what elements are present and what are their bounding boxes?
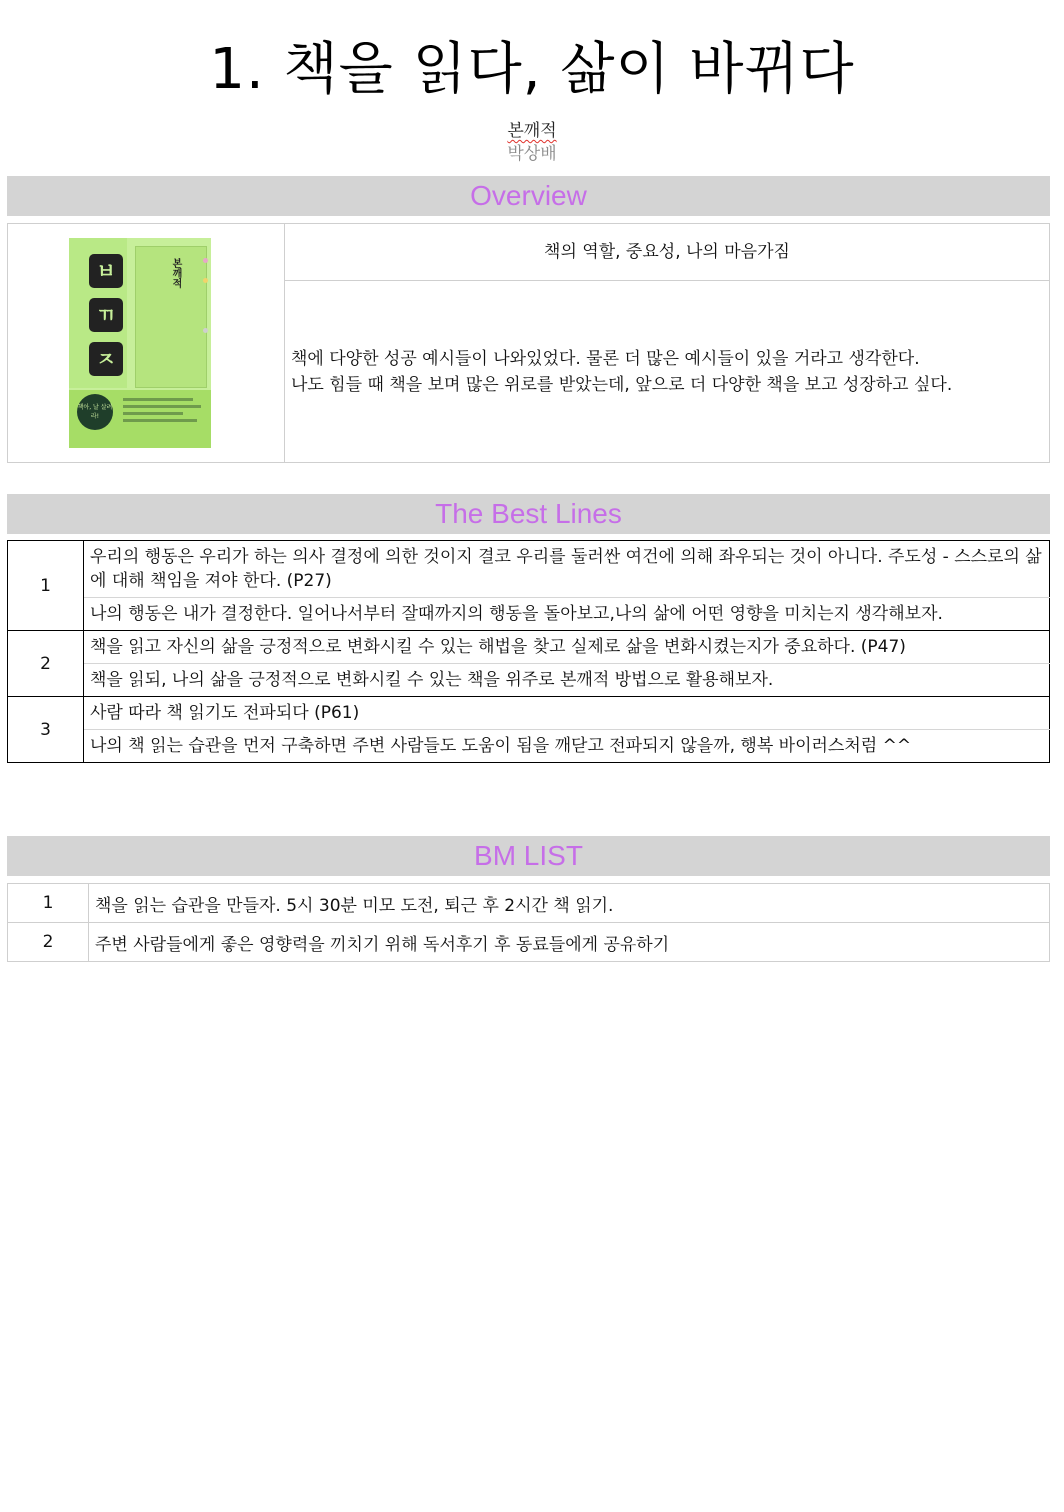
quote-cell: 우리의 행동은 우리가 하는 의사 결정에 의한 것이지 결코 우리를 둘러싼 여건에 의해 좌우되는 것이 아니다. 주도성 - 스스로의 삶에 대해 책임을 져야 한다. (P27) xyxy=(84,541,1050,598)
bm-item-text: 주변 사람들에게 좋은 영향력을 끼치기 위해 독서후기 후 동료들에게 공유하기 xyxy=(89,923,1050,962)
book-cover-image xyxy=(69,238,211,448)
cover-blurb-lines xyxy=(123,398,203,426)
best-lines-table xyxy=(7,540,1050,763)
cover-tab-dot xyxy=(203,278,208,283)
row-number: 1 xyxy=(8,884,89,923)
table-row xyxy=(8,541,1050,598)
book-cover-cell xyxy=(8,224,285,462)
table-row xyxy=(8,923,1050,962)
overview-body-line: 책에 다양한 성공 예시들이 나와있었다. 물론 더 많은 예시들이 있을 거라고 생각한다. xyxy=(291,348,920,369)
bm-list-table xyxy=(7,883,1050,962)
cover-glyph-1: ㅂ xyxy=(89,254,123,288)
row-number: 2 xyxy=(8,923,89,962)
table-row xyxy=(8,730,1050,763)
cover-glyph-3: ㅈ xyxy=(89,342,123,376)
best-lines-header: The Best Lines xyxy=(7,494,1050,534)
thought-cell: 나의 행동은 내가 결정한다. 일어나서부터 잘때까지의 행동을 돌아보고,나의 삶에 어떤 영향을 미치는지 생각해보자. xyxy=(84,598,1050,631)
overview-body-line: 나도 힘들 때 책을 보며 많은 위로를 받았는데, 앞으로 더 다양한 책을 보고 성장하고 싶다. xyxy=(291,374,953,395)
document-title: 1. 책을 읽다, 삶이 바뀌다 xyxy=(209,37,855,102)
cover-tab-dot xyxy=(203,328,208,333)
bm-item-text: 책을 읽는 습관을 만들자. 5시 30분 미모 도전, 퇴근 후 2시간 책 읽기. xyxy=(89,884,1050,923)
overview-box xyxy=(7,223,1050,463)
overview-topic: 책의 역할, 중요성, 나의 마음가짐 xyxy=(285,224,1049,281)
table-row xyxy=(8,598,1050,631)
table-row xyxy=(8,884,1050,923)
thought-cell: 나의 책 읽는 습관을 먼저 구축하면 주변 사람들도 도움이 됨을 깨닫고 전파되지 않을까, 행복 바이러스처럼 ^^ xyxy=(84,730,1050,763)
row-number: 3 xyxy=(8,697,84,763)
quote-cell: 사람 따라 책 읽기도 전파되다 (P61) xyxy=(84,697,1050,730)
overview-header: Overview xyxy=(7,176,1050,216)
book-title-text: 본깨적 xyxy=(507,121,557,141)
cover-badge: 책아, 날 살려라! xyxy=(77,394,113,430)
book-author: 박상배 xyxy=(507,144,557,164)
row-number: 1 xyxy=(8,541,84,631)
cover-tab-dot xyxy=(203,258,208,263)
bm-list-header: BM LIST xyxy=(7,836,1050,876)
thought-cell: 책을 읽되, 나의 삶을 긍정적으로 변화시킬 수 있는 책을 위주로 본깨적 방법으로 활용해보자. xyxy=(84,664,1050,697)
table-row xyxy=(8,664,1050,697)
quote-cell: 책을 읽고 자신의 삶을 긍정적으로 변화시킬 수 있는 해법을 찾고 실제로 삶을 변화시켰는지가 중요하다. (P47) xyxy=(84,631,1050,664)
book-title xyxy=(0,120,1064,142)
overview-body xyxy=(285,281,1049,462)
row-number: 2 xyxy=(8,631,84,697)
overview-content xyxy=(285,224,1049,462)
cover-vertical-title: 본깨적 xyxy=(170,258,181,288)
cover-glyph-2: ㄲ xyxy=(89,298,123,332)
table-row xyxy=(8,631,1050,664)
table-row xyxy=(8,697,1050,730)
